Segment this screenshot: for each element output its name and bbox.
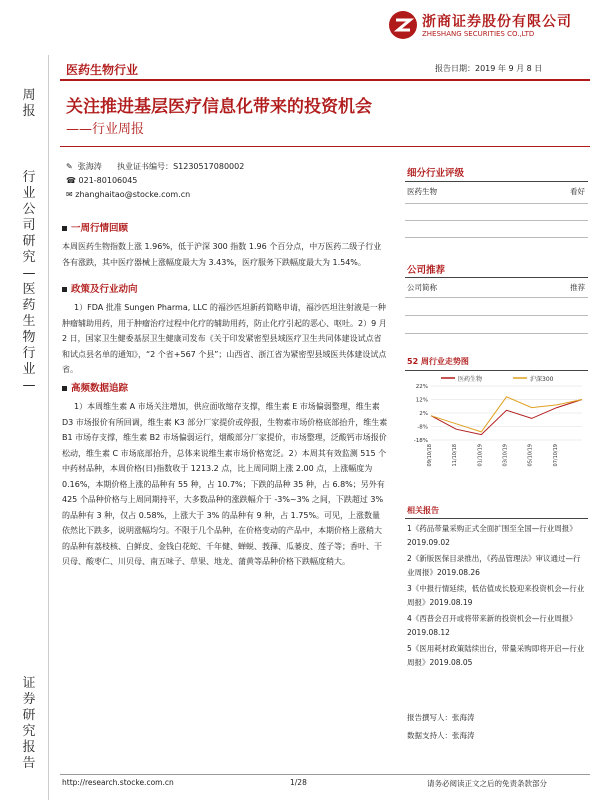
x-tick-label: 05/10/19 bbox=[527, 444, 534, 467]
user-icon: ✎ bbox=[66, 162, 73, 171]
rating-title: 细分行业评级 bbox=[407, 168, 465, 179]
trend-title: 52 周行业走势图 bbox=[407, 357, 469, 366]
section-high-frequency bbox=[62, 380, 388, 570]
related-item[interactable]: 5《医用耗材政策陆续出台，带量采购即将开启—行业周报》2019.08.05 bbox=[407, 644, 585, 667]
bullet-icon bbox=[62, 287, 67, 292]
y-tick-label: -18% bbox=[413, 438, 428, 444]
related-list bbox=[407, 522, 587, 670]
recommend-header-rating: 推荐 bbox=[570, 283, 585, 292]
logo-icon bbox=[388, 10, 418, 40]
header-rule bbox=[60, 79, 590, 81]
side-label-weekly: 周报 bbox=[22, 88, 36, 119]
section-paragraph: 1）本周维生素 A 市场关注增加，供应面收缩存支撑，维生素 E 市场偏弱整理，维生素 D3 市场报价有所回调，维生素 K3 部分厂家提价或停报，生物素市场价格底部抬升，维生素 B1 市场存支撑，维生素 B2 市场偏弱运行，烟酸部分厂家提价，市场整理，泛酸钙市场报价松动，维生素 C 市场底部抬升，总体来说维生素市场价格宽泛。2）本周其有效监测 515 个中药材品种，本周价格(日)指数收于 1213.2 点，比上周同期上涨 2.00 点，上涨幅度为 0.16%，本期价格上涨的品种有 55 种，占 10.7%；下跌的品种 35 种，占 6.8%；另外有 425 个品种价格与上周同期持平，大多数品种的涨跌幅介于 -3%~3% 之间，下跌超过 3% 的品种有 3 种，仅占 0.58%，上涨大于 3% 的品种有 9 种，占 1.75%。可见，上涨数量依然比下跌多，说明涨幅均匀。不限于几个品种，在价格变动的产品中，本期价格上涨稍大的品种有荔枝核、白鲜皮、金钱白花蛇、千年健、蝉蜕、莪蘀、瓜蒌皮、莲子等；香叶、干贝母、酸枣仁、川贝母、南五味子、草果、地龙、蒲黄等品种价格下跌幅度稍大。 bbox=[62, 402, 388, 566]
section-title: 政策及行业动向 bbox=[62, 281, 388, 295]
section-market-review bbox=[62, 220, 388, 270]
related-item[interactable]: 2《新版医保目录推出，《药品管理法》审议通过—行业周报》2019.08.26 bbox=[407, 554, 581, 577]
company-name-cn: 浙商证券股份有限公司 bbox=[422, 14, 572, 30]
report-writer: 报告撰写人：张海涛 bbox=[407, 713, 475, 722]
author-email[interactable]: zhanghaitao@stocke.com.cn bbox=[75, 190, 191, 199]
rating-industry: 医药生物 bbox=[407, 187, 437, 196]
trend-rule-top bbox=[405, 370, 588, 371]
report-date: 报告日期：2019 年 9 月 8 日 bbox=[435, 64, 543, 73]
x-tick-label: 11/10/18 bbox=[452, 444, 459, 467]
cert-number: S1230517080002 bbox=[173, 162, 245, 171]
author-phone: 021-80106045 bbox=[78, 176, 138, 185]
trend-chart bbox=[405, 372, 588, 474]
report-title: 关注推进基层医疗信息化带来的投资机会 bbox=[66, 97, 372, 117]
rating-row bbox=[407, 186, 585, 197]
email-icon: ✉ bbox=[66, 190, 73, 199]
x-tick-label: 01/10/19 bbox=[477, 444, 484, 467]
related-item[interactable]: 3《中报行情延续，低估值成长股迎来投资机会—行业周报》2019.08.19 bbox=[407, 584, 585, 607]
y-tick-label: 22% bbox=[415, 384, 428, 390]
title-rule bbox=[60, 146, 590, 147]
company-logo bbox=[388, 10, 418, 40]
footer-rule bbox=[60, 774, 590, 775]
related-item[interactable]: 1《药品带量采购正式全面扩围至全国—行业周报》2019.09.02 bbox=[407, 524, 577, 547]
data-support: 数据支持人：张海涛 bbox=[407, 731, 475, 740]
recommend-rule bbox=[405, 297, 588, 298]
recommend-rule bbox=[405, 333, 588, 334]
phone-icon: ☎ bbox=[66, 176, 76, 185]
rating-rule bbox=[405, 237, 588, 238]
author-block bbox=[66, 160, 244, 202]
rating-rule bbox=[405, 203, 588, 204]
section-paragraph: 1）FDA 批准 Sungen Pharma, LLC 的福沙匹坦新药简略申请，福沙匹坦注射液是一种肿瘤辅助用药，用于肿瘤治疗过程中化疗的辅助用药，防止化疗引起的恶心、呕吐。2）9 月 2 日，国家卫生健委基层卫生健康司发布《关于印发紧密型县域医疗卫生共同体建设试点省和试点县名单的通知》，“2 个省+567 个县”；山西省、浙江省为紧密型县域医共体建设试点省。 bbox=[62, 303, 387, 374]
bullet-icon bbox=[62, 226, 67, 231]
recommend-header bbox=[407, 282, 585, 293]
section-title: 高频数据追踪 bbox=[62, 380, 388, 394]
author-name: 张海涛 bbox=[77, 162, 102, 171]
industry-label: 医药生物行业 bbox=[66, 63, 139, 77]
recommend-title: 公司推荐 bbox=[407, 265, 446, 276]
bullet-icon bbox=[62, 386, 67, 391]
footer-page: 1/28 bbox=[290, 778, 307, 787]
related-item[interactable]: 4《西普会召开或将带来新的投资机会—行业周报》2019.08.12 bbox=[407, 614, 577, 637]
side-label-report: 证券研究报告 bbox=[22, 676, 36, 771]
report-subtitle: ——行业周报 bbox=[66, 122, 145, 137]
y-tick-label: -8% bbox=[417, 424, 428, 431]
legend-label: 沪深300 bbox=[530, 376, 554, 383]
section-paragraph: 本周医药生物指数上涨 1.96%，低于沪深 300 指数 1.96 个百分点，中万医药二级子行业各有涨跌，其中医疗器械上涨幅度最大为 3.43%，医疗服务下跌幅度最大为 1.54%。 bbox=[62, 242, 382, 267]
rating-rule-top bbox=[405, 181, 588, 182]
x-tick-label: 03/10/19 bbox=[502, 444, 509, 467]
legend-label: 医药生物 bbox=[458, 376, 483, 383]
side-label-research: 行业公司研究—医药生物行业— bbox=[22, 170, 36, 393]
cert-label: 执业证书编号： bbox=[117, 162, 174, 171]
related-rule-top bbox=[405, 518, 588, 519]
related-title: 相关报告 bbox=[407, 506, 439, 515]
y-tick-label: 12% bbox=[415, 397, 428, 404]
section-title: 一周行情回顾 bbox=[62, 220, 388, 234]
recommend-header-name: 公司简称 bbox=[407, 283, 437, 292]
x-tick-label: 07/10/19 bbox=[552, 444, 559, 467]
section-policy bbox=[62, 281, 388, 378]
footer-disclaimer: 请务必阅读正文之后的免责条款部分 bbox=[427, 779, 547, 788]
company-name-en: ZHESHANG SECURITIES CO.,LTD bbox=[422, 30, 535, 38]
rating-value: 看好 bbox=[570, 187, 585, 196]
y-tick-label: 2% bbox=[419, 411, 428, 417]
recommend-rule-top bbox=[405, 277, 588, 278]
recommend-rule bbox=[405, 315, 588, 316]
x-tick-label: 09/10/18 bbox=[427, 444, 433, 467]
footer-url[interactable]: http://research.stocke.com.cn bbox=[62, 778, 174, 787]
rating-rule bbox=[405, 220, 588, 221]
